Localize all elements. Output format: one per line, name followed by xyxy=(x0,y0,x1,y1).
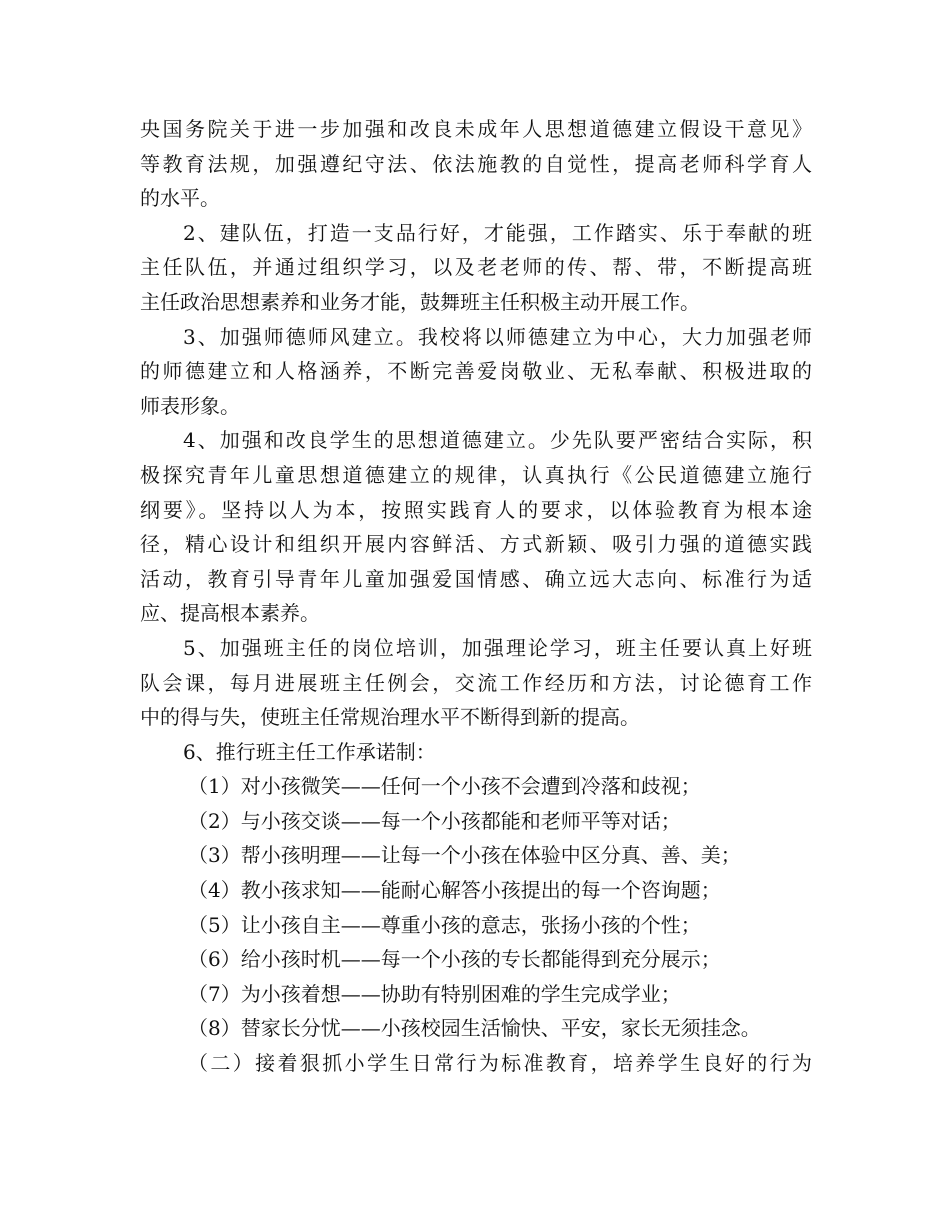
text-line: （二）接着狠抓小学生日常行为标准教育，培养学生良好的行为 xyxy=(188,1051,812,1076)
text-line: （3）帮小孩明理——让每一个小孩在体验中区分真、善、美； xyxy=(188,843,741,868)
text-line: 主任队伍，并通过组织学习，以及老老师的传、帮、带，不断提高班 xyxy=(140,255,812,280)
text-line: 6、推行班主任工作承诺制： xyxy=(183,739,436,764)
text-line: 径，精心设计和组织开展内容鲜活、方式新颖、吸引力强的道德实践 xyxy=(140,532,812,557)
text-line: 4、加强和改良学生的思想道德建立。少先队要严密结合实际，积 xyxy=(183,428,812,453)
text-line: （4）教小孩求知——能耐心解答小孩提出的每一个咨询题； xyxy=(188,878,721,903)
text-line: 的水平。 xyxy=(140,186,220,211)
document-page xyxy=(140,112,812,1081)
text-line: 等教育法规，加强遵纪守法、依法施教的自觉性，提高老师科学育人 xyxy=(140,151,812,176)
text-line: 央国务院关于进一步加强和改良未成年人思想道德建立假设干意见》 xyxy=(140,117,812,141)
text-line: 3、加强师德师风建立。我校将以师德建立为中心，大力加强老师 xyxy=(183,324,812,349)
text-line: 师表形象。 xyxy=(140,393,240,418)
text-line: 应、提高根本素养。 xyxy=(140,601,320,626)
text-line: 5、加强班主任的岗位培训，加强理论学习，班主任要认真上好班 xyxy=(183,635,812,660)
text-line: 的师德建立和人格涵养，不断完善爱岗敬业、无私奉献、积极进取的 xyxy=(140,359,812,384)
text-line: （5）让小孩自主——尊重小孩的意志，张扬小孩的个性； xyxy=(188,912,701,937)
text-line: （7）为小孩着想——协助有特别困难的学生完成学业； xyxy=(188,981,681,1006)
text-line: 中的得与失，使班主任常规治理水平不断得到新的提高。 xyxy=(140,705,640,730)
text-line: （8）替家长分忧——小孩校园生活愉快、平安，家长无须挂念。 xyxy=(188,1016,761,1041)
text-line: 活动，教育引导青年儿童加强爱国情感、确立远大志向、标准行为适 xyxy=(140,566,812,591)
text-line: 主任政治思想素养和业务才能，鼓舞班主任积极主动开展工作。 xyxy=(140,289,700,314)
text-line: （6）给小孩时机——每一个小孩的专长都能得到充分展示； xyxy=(188,947,721,972)
text-line: 2、建队伍，打造一支品行好，才能强，工作踏实、乐于奉献的班 xyxy=(183,220,812,245)
text-line: 极探究青年儿童思想道德建立的规律，认真执行《公民道德建立施行 xyxy=(140,462,812,487)
text-line: （1）对小孩微笑——任何一个小孩不会遭到冷落和歧视； xyxy=(188,774,701,799)
text-line: 队会课，每月进展班主任例会，交流工作经历和方法，讨论德育工作 xyxy=(140,670,812,695)
text-line: （2）与小孩交谈——每一个小孩都能和老师平等对话； xyxy=(188,808,681,833)
text-line: 纲要》。坚持以人为本，按照实践育人的要求，以体验教育为根本途 xyxy=(140,497,812,522)
